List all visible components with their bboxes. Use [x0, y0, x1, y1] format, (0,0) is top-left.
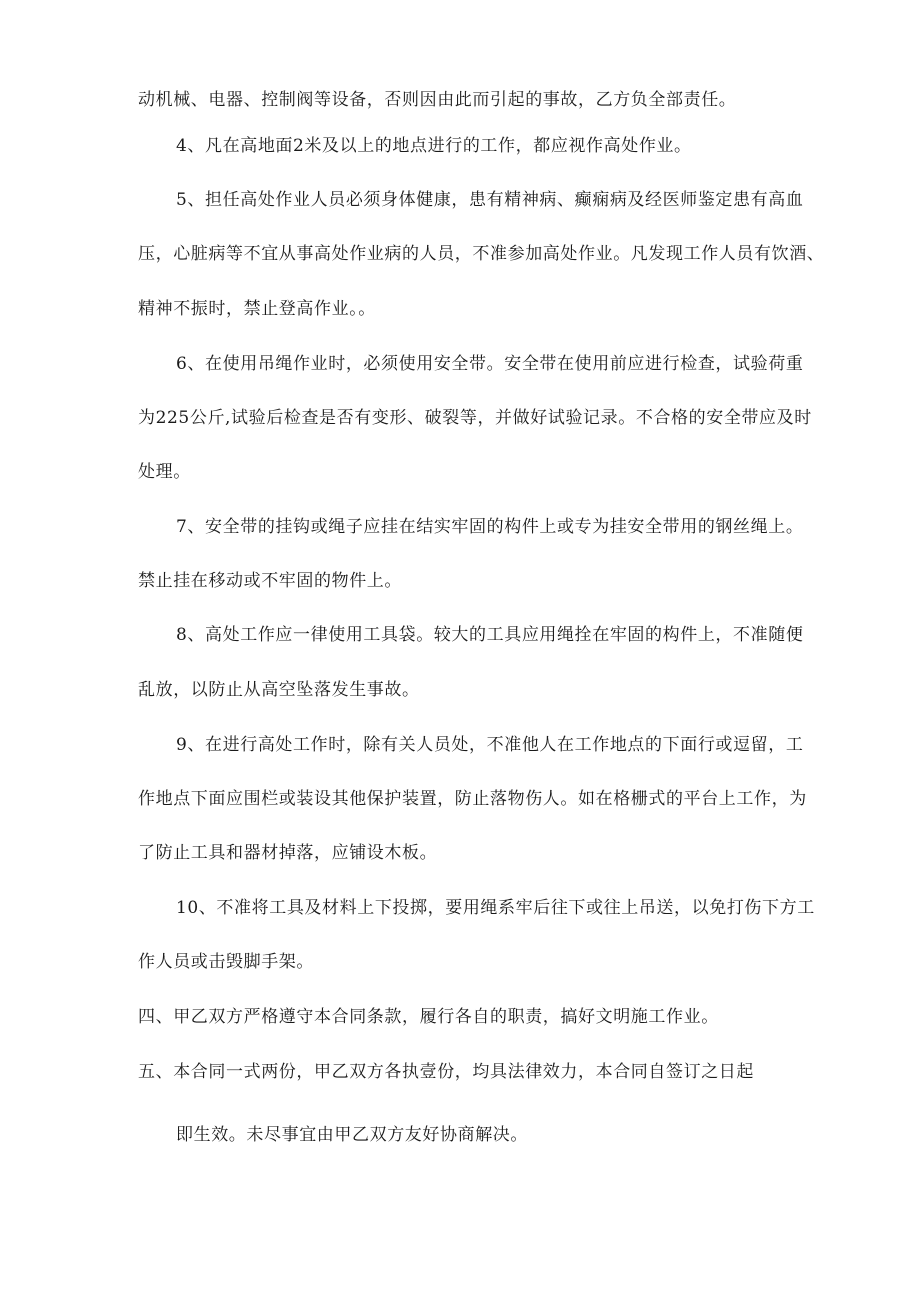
text-line: 动机械、电器、控制阀等设备，否则因由此而引起的事故，乙方负全部责任。	[138, 90, 737, 110]
text-line: 8、高处工作应一律使用工具袋。较大的工具应用绳拴在牢固的构件上，不准随便	[176, 625, 804, 645]
text-line: 四、甲乙双方严格遵守本合同条款，履行各自的职责，搞好文明施工作业。	[138, 1007, 719, 1027]
text-line: 即生效。未尽事宜由甲乙双方友好协商解决。	[176, 1125, 528, 1145]
text-line: 精神不振时，禁止登高作业。。	[138, 299, 376, 319]
text-line: 作人员或击毁脚手架。	[138, 952, 314, 972]
text-line: 6、在使用吊绳作业时，必须使用安全带。安全带在使用前应进行检查，试验荷重	[176, 354, 804, 374]
text-line: 禁止挂在移动或不牢固的物件上。	[138, 571, 402, 591]
text-line: 为225公斤,试验后检查是否有变形、破裂等，并做好试验记录。不合格的安全带应及时	[138, 408, 812, 428]
text-line: 压，心脏病等不宜从事高处作业病的人员，不准参加高处作业。凡发现工作人员有饮酒、	[138, 244, 825, 264]
text-line: 9、在进行高处工作时，除有关人员处，不准他人在工作地点的下面行或逗留，工	[176, 735, 804, 755]
text-line: 10、不准将工具及材料上下投掷，要用绳系牢后往下或往上吊送，以免打伤下方工	[176, 898, 815, 918]
text-line: 5、担任高处作业人员必须身体健康，患有精神病、癫痫病及经医师鉴定患有高血	[176, 190, 804, 210]
text-line: 4、凡在高地面2米及以上的地点进行的工作，都应视作高处作业。	[176, 136, 692, 156]
text-line: 7、安全带的挂钩或绳子应挂在结实牢固的构件上或专为挂安全带用的钢丝绳上。	[176, 517, 804, 537]
text-line: 乱放，以防止从高空坠落发生事故。	[138, 680, 420, 700]
text-line: 五、本合同一式两份，甲乙双方各执壹份，均具法律效力，本合同自签订之日起	[138, 1062, 754, 1082]
text-line: 作地点下面应围栏或装设其他保护装置，防止落物伤人。如在格栅式的平台上工作，为	[138, 789, 807, 809]
text-line: 处理。	[138, 462, 191, 482]
text-line: 了防止工具和器材掉落，应铺设木板。	[138, 843, 438, 863]
